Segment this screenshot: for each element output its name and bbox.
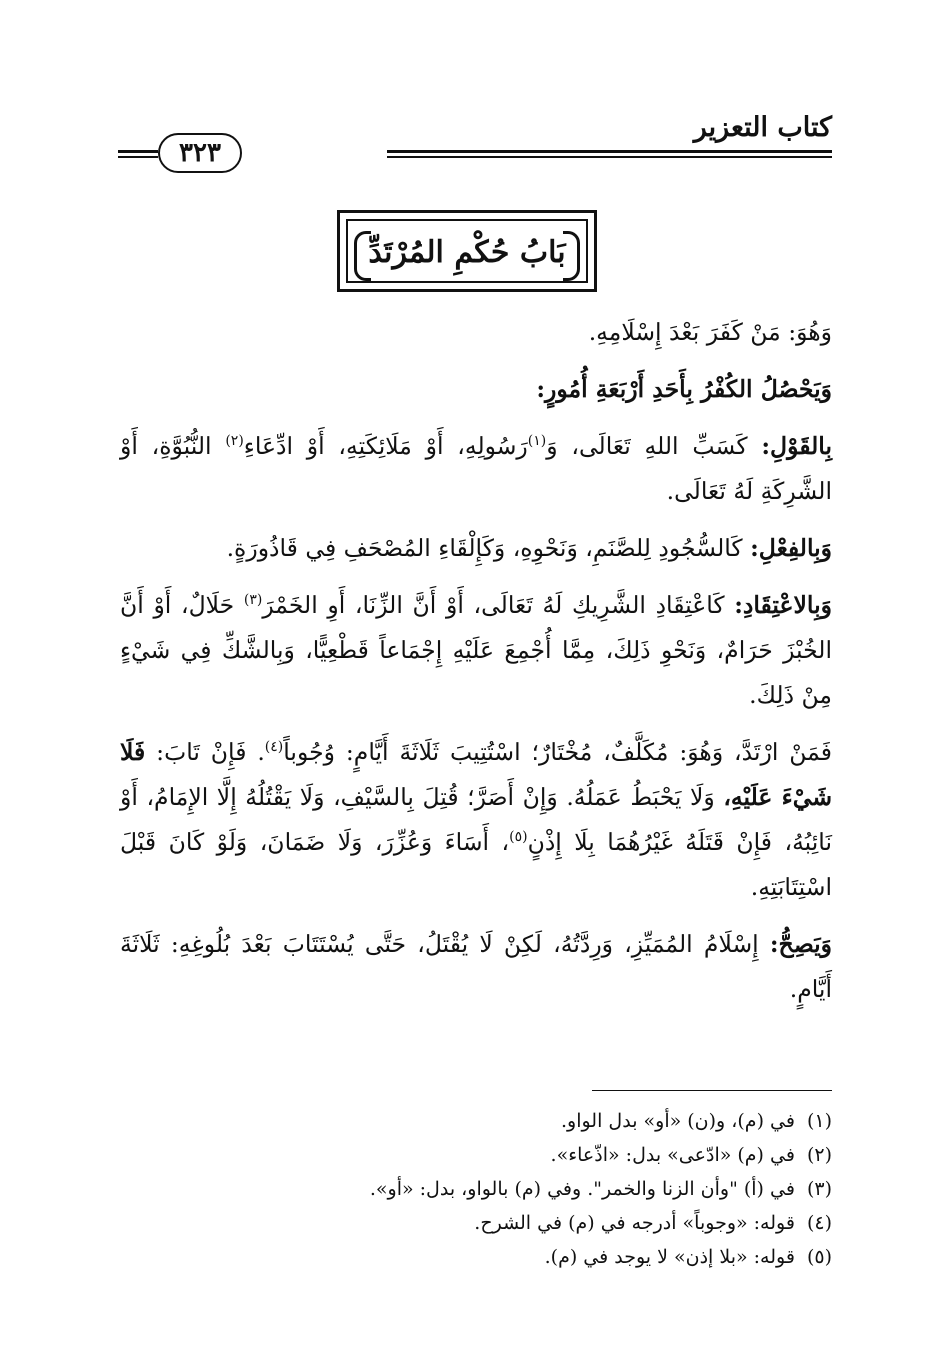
text: فَمَنْ ارْتَدَّ، وَهُوَ: مُكَلَّفٌ، مُخْتَارٌ؛ اسْتُتِيبَ ثَلَاثَةَ أَيَّامٍ: وُجُوباً <box>283 738 832 766</box>
text: وَيَحْصُلُ الكُفْرُ بِأَحَدِ أَرْبَعَةِ أُمُورٍ: <box>536 375 832 403</box>
paragraph-belief <box>120 583 832 718</box>
footnote-number: (٤) <box>806 1212 832 1234</box>
footnote-number: (٢) <box>806 1144 832 1166</box>
text: النُّبُوَّةِ، أَوْ الشَّرِكَةِ لَهُ تَعَالَى. <box>120 432 832 505</box>
page-number: ٣٢٣ <box>158 133 242 173</box>
paragraph-action <box>120 526 832 571</box>
text: ، أَسَاءَ وَعُزِّرَ، وَلَا ضَمَانَ، وَلَوْ كَانَ قَبْلَ اسْتِتَابَتِهِ. <box>120 828 832 901</box>
footnote <box>120 1172 832 1206</box>
header-rule <box>118 156 158 158</box>
text: وَلَا يَحْبَطُ عَمَلُهُ. وَإِنْ أَصَرَّ؛ قُتِلَ بِالسَّيْفِ، وَلَا يَقْتُلُهُ إِلَّا الإِمَامُ، أَوْ نَائِبُهُ، فَإِنْ قَتَلَهُ غَيْرُهُمَا بِلَا إِذْنٍ <box>120 783 832 856</box>
footnote-number: (٣) <box>806 1178 832 1200</box>
footnote-text: قوله: «وجوباً» أدرجه في (م) في الشرح. <box>474 1212 795 1234</box>
footnote <box>120 1240 832 1274</box>
footnote-text: في (أ) "وأن الزنا والخمر". وفي (م) بالواو، بدل: «أو». <box>369 1178 795 1200</box>
text: إِسْلَامُ المُمَيِّزِ، وَرِدَّتُهُ، لَكِنْ لَا يُقْتَلُ، حَتَّى يُسْتَتَابَ بَعْدَ بُلُوغِهِ: ثَلَاثَةَ أَيَّامٍ. <box>120 930 832 1003</box>
text: كَالسُّجُودِ لِلصَّنَمِ، وَنَحْوِهِ، وَكَإِلْقَاءِ المُصْحَفِ فِي قَاذُورَةٍ. <box>226 534 751 562</box>
footnote <box>120 1138 832 1172</box>
footnote <box>120 1104 832 1138</box>
running-header-title: كتاب التعزير <box>693 112 832 143</box>
footnote-ref: (٤) <box>264 739 284 756</box>
footnote-ref: (٥) <box>509 829 528 846</box>
paragraph-heading <box>120 367 832 412</box>
emphasis: فَلَا شَيْءَ عَلَيْهِ، <box>120 738 833 811</box>
text: كَسَبِّ اللهِ تَعَالَى، وَ <box>546 432 762 460</box>
footnote-text: في (م)، و(ن) «أو» بدل الواو. <box>561 1110 795 1132</box>
text: حَلَالٌ، أَوْ أَنَّ الخُبْزَ حَرَامٌ، وَنَحْوِ ذَلِكَ، مِمَّا أُجْمِعَ عَلَيْهِ إِجْمَاعاً قَطْعِيًّا، وَبِالشَّكِّ فِي شَيْءٍ مِنْ ذَلِكَ. <box>120 591 832 709</box>
header-rule <box>387 156 832 158</box>
footnote-text: في (م) «ادّعى» بدل: «اذّعاء». <box>550 1144 795 1166</box>
paragraph-minor <box>120 922 832 1012</box>
text: . فَإِنْ تَابَ: <box>145 738 265 766</box>
footnote-ref: (٣) <box>243 592 263 609</box>
term: بِالقَوْلِ: <box>761 432 832 460</box>
header-rule <box>387 150 832 153</box>
footnote-number: (١) <box>806 1110 832 1132</box>
header-rule <box>118 150 158 153</box>
text: وَهُوَ: مَنْ كَفَرَ بَعْدَ إِسْلَامِهِ. <box>588 318 832 346</box>
footnote <box>120 1206 832 1240</box>
footnote-number: (٥) <box>806 1246 832 1268</box>
chapter-title-frame <box>337 210 597 292</box>
text: رَسُولِهِ، أَوْ مَلَائِكَتِهِ، أَوْ ادِّعَاءِ <box>243 432 528 460</box>
term: وَيَصِحُّ: <box>769 930 832 958</box>
paragraph-ruling <box>120 730 832 910</box>
footnote-ref: (٢) <box>225 433 244 450</box>
term: وَبِالاعْتِقَادِ: <box>734 591 832 619</box>
paragraph-speech <box>120 424 832 514</box>
footnote-text: قوله: «بلا إذن» لا يوجد في (م). <box>544 1246 795 1268</box>
chapter-title: بَابُ حُكْمِ المُرْتَدِّ <box>368 235 566 270</box>
paragraph-definition <box>120 310 832 355</box>
term: وَبِالفِعْلِ: <box>750 534 832 562</box>
text: كَاعْتِقَادِ الشَّرِيكِ لَهُ تَعَالَى، أَوْ أَنَّ الزِّنَا، أَوِ الخَمْرَ <box>262 591 735 619</box>
chapter-title-inner-frame <box>346 219 588 283</box>
footnote-separator <box>592 1090 832 1091</box>
footnotes <box>120 1104 832 1274</box>
footnote-ref: (١) <box>527 433 547 450</box>
main-text <box>120 310 832 1024</box>
